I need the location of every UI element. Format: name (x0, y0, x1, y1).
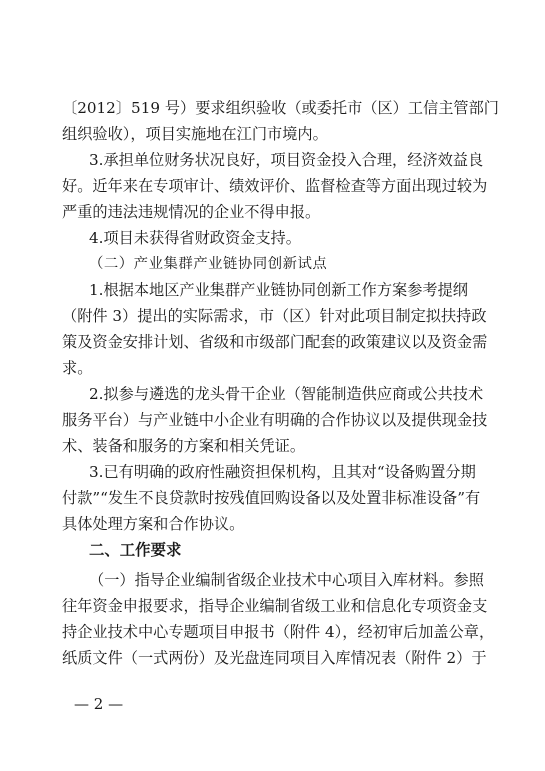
page-number: — 2 — (74, 695, 124, 713)
body-text-line: 服务平台）与产业链中小企业有明确的合作协议以及提供现金技 (62, 411, 488, 429)
body-text-line: 持企业技术中心专题项目申报书（附件 4），经初审后加盖公章， (62, 623, 495, 641)
section-heading: （二）产业集群产业链协同创新试点 (89, 256, 328, 272)
body-text-line: 求。 (62, 359, 93, 377)
body-text-line: 1.根据本地区产业集群产业链协同创新工作方案参考提纲 (89, 281, 468, 299)
body-text-line: （附件 3）提出的实际需求，市（区）针对此项目制定拟扶持政 (62, 307, 487, 325)
body-text-line: 2.拟参与遴选的龙头骨干企业（智能制造供应商或公共技术 (89, 385, 484, 403)
body-text-line: 术、装备和服务的方案和相关凭证。 (62, 437, 305, 455)
body-text-line: 〔2012〕519 号）要求组织验收（或委托市（区）工信主管部门 (62, 99, 499, 117)
body-text-line: 组织验收），项目实施地在江门市境内。 (62, 125, 328, 143)
body-text-line: （一）指导企业编制省级企业技术中心项目入库材料。参照 (89, 571, 484, 589)
body-text-line: 4.项目未获得省财政资金支持。 (89, 229, 301, 247)
body-text-line: 3.承担单位财务状况良好，项目资金投入合理，经济效益良 (89, 151, 484, 169)
body-text-line: 往年资金申报要求，指导企业编制省级工业和信息化专项资金支 (62, 597, 488, 615)
body-text-line: 付款”“发生不良贷款时按残值回购设备以及处置非标准设备”有 (62, 489, 481, 507)
chapter-heading: 二、工作要求 (89, 541, 182, 559)
body-text-line: 严重的违法违规情况的企业不得申报。 (62, 203, 321, 221)
body-text-line: 3.已有明确的政府性融资担保机构，且其对“设备购置分期 (89, 463, 476, 481)
body-text-line: 纸质文件（一式两份）及光盘连同项目入库情况表（附件 2）于 (62, 649, 487, 667)
body-text-line: 策及资金安排计划、省级和市级部门配套的政策建议以及资金需 (62, 333, 488, 351)
body-text-line: 具体处理方案和合作协议。 (62, 515, 245, 533)
body-text-line: 好。近年来在专项审计、绩效评价、监督检查等方面出现过较为 (62, 177, 488, 195)
